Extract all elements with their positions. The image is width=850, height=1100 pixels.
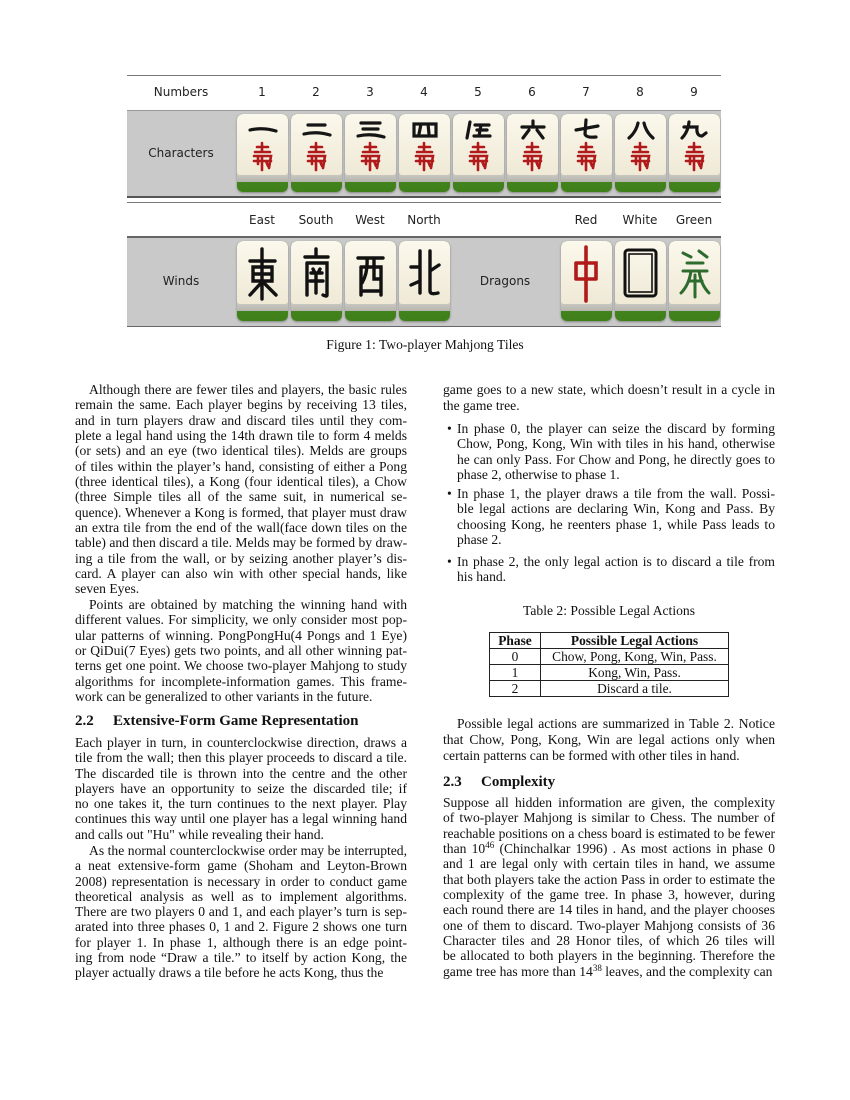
text-line: ble legal actions are declaring Win, Kong and Pass. By [457,501,775,517]
paragraph-basic-rules [75,382,407,597]
wind-label: South [298,213,334,227]
text-line: the game tree. [443,397,520,413]
text-line: phase 2, otherwise to phase 1. [457,467,620,483]
text-line: different values. For simplicity, we only consider most pop- [75,612,407,628]
paragraph-complexity [443,795,775,979]
paragraph-turn-order [75,735,407,842]
figure-top-rule [127,75,721,76]
text-line: terns get one point. We choose two-player Mahjong to study [75,658,407,674]
character-tile-4 [399,114,450,192]
header-phase: Phase [490,633,541,649]
winds-row-label: Winds [162,274,200,288]
text-line: Possible legal actions are summarized in Table 2. Notice [457,716,775,731]
text-line: players have an opportunity to seize the discarded tile; if [75,780,407,796]
table-row [490,681,729,697]
text-line: As the normal counterclockwise order may be interrupted, [89,843,407,858]
text-line: tile from the wall; then this player proceeds to discard a tile. [75,750,407,766]
text-line: for player 1. In phase 1, although there is an edge point- [75,934,407,950]
text-line: In phase 1, the player draws a tile from the wall. Possi- [457,486,775,501]
wind-label: East [249,213,275,227]
dragon-tile-white [615,241,666,321]
character-tile-3 [345,114,396,192]
wind-tile-east [237,241,288,321]
text-line: certain patterns can be formed with other tiles in hand. [443,748,740,763]
characters-row-label: Characters [148,146,214,160]
text-fragment: than 10 [443,841,486,857]
text-fragment: leaves, and the complexity can [601,963,773,979]
table-caption: Table 2: Possible Legal Actions [523,603,695,618]
character-tile-6 [507,114,558,192]
text-line [443,964,775,979]
dragon-tile-green [669,241,720,321]
number-label: 3 [366,85,374,99]
number-label: 5 [474,85,482,99]
figure-double-rule-top [127,196,721,198]
text-line: (three Simple tiles all of the same suit, in numerical se- [75,489,407,505]
text-line: plete a legal hand using the 14th drawn tile to form 4 melds [75,428,407,444]
text-line: one of them to discard. Two-player Mahjong consists of 36 [443,917,775,933]
text-line: of two-player Mahjong is similar to Chess. The number of [443,810,775,826]
character-tile-8 [615,114,666,192]
text-line: be allocated to both players in the beginning. Therefore the [443,948,775,964]
legal-actions-table [489,632,729,697]
text-line: quence). Whenever a Kong is formed, that player must draw [75,504,407,520]
text-line: Points are obtained by matching the winning hand with [89,597,407,612]
character-tile-1 [237,114,288,192]
section-number: 2.2 [75,713,94,729]
dragon-label: Green [675,213,713,227]
number-label: 9 [690,85,698,99]
text-line: complexity of the game tree. In phase 3, however, during [443,887,775,903]
paragraph-game-state [443,382,775,414]
text-line: Although there are fewer tiles and players, the basic rules [89,382,407,397]
dragon-tile-red [561,241,612,321]
text-line: remain the same. Each player begins by receiving 13 tiles, [75,397,407,413]
section-title: Complexity [481,774,556,790]
wind-tile-north [399,241,450,321]
paragraph-legal-summary [443,716,775,764]
wind-tile-west [345,241,396,321]
text-line: In phase 2, the only legal action is to discard a tile from [457,554,775,569]
text-line: or QiDui(7 Eyes) gets two points, and all other winning pat- [75,643,407,659]
header-actions: Possible Legal Actions [541,633,729,649]
text-line: card. A player can also win with other special hands, like [75,566,407,582]
character-tile-9 [669,114,720,192]
cell-phase: 1 [490,665,541,681]
superscript-exponent: 46 [485,840,495,851]
text-fragment: game tree has more than 14 [443,963,593,979]
text-line: game goes to a new state, which doesn’t result in a cycle in [443,382,775,397]
text-line: theoretical analysis as well as to implement algorithms. [75,888,407,904]
text-line: continues this way until one player has a legal winning hand [75,811,407,827]
bullet-marker: • [447,554,452,569]
text-line: choosing Kong, he reenters phase 1, while Pass leads to [457,516,775,532]
section-title: Extensive-Form Game Representation [113,713,359,729]
text-line: of tiles within the player’s hand, consisting of either a Pong [75,458,407,474]
number-label: 2 [312,85,320,99]
text-line: phase 2. [457,532,502,548]
text-line: that Chow, Pong, Kong, Win are legal actions only when [443,732,775,747]
text-line: Each player in turn, in counterclockwise direction, draws a [75,735,407,750]
text-line: ing from node “Draw a tile.” to itself by action Kong, the [75,950,407,966]
text-line: Character tiles and 28 Honor tiles, of which 26 tiles will [443,933,775,949]
cell-phase: 2 [490,681,541,697]
text-line: he can only Pass. For Chow and Pong, he directly goes to [457,451,775,467]
table-header-row [490,633,729,649]
number-label: 4 [420,85,428,99]
paragraph-extensive-form [75,843,407,981]
text-line: The discarded tile is thrown into the centre and the other [75,765,407,781]
character-tile-2 [291,114,342,192]
number-label: 7 [582,85,590,99]
figure-double-rule-bottom [127,202,721,203]
wind-tile-south [291,241,342,321]
table-row [490,665,729,681]
cell-phase: 0 [490,649,541,665]
text-line: (three identical tiles), a Kong (four identical tiles), a Chow [75,474,407,490]
superscript-exponent: 38 [592,962,602,973]
number-label: 1 [258,85,266,99]
cell-actions: Discard a tile. [541,681,729,697]
section-number: 2.3 [443,774,462,790]
bullet-marker: • [447,421,452,436]
section-heading-2-2 [75,713,359,730]
dragon-label: Red [574,213,598,227]
bullet-text [457,421,775,483]
text-line: Suppose all hidden information are given, the complexity [443,795,775,810]
text-line: In phase 0, the player can seize the discard by forming [457,421,775,436]
bullet-text [457,554,775,585]
text-line: work can be generalized to other variants in the future. [75,689,373,705]
section-heading-2-3 [443,774,555,791]
paragraph-points [75,597,407,704]
text-line: There are two players 0 and 1, and each player’s turn is sep- [75,904,407,920]
text-line: (or sets) and an eye (two identical tiles). Melds are groups [75,443,407,459]
figure-caption: Figure 1: Two-player Mahjong Tiles [326,337,524,352]
text-line [443,841,775,856]
character-tile-7 [561,114,612,192]
text-line: 2008) representation is necessary in order to conduct game [75,873,407,889]
number-label: 6 [528,85,536,99]
dragons-row-label: Dragons [479,274,531,288]
cell-actions: Chow, Pong, Kong, Win, Pass. [541,649,729,665]
text-fragment: (Chinchalkar 1996) . As most actions in phase 0 [494,841,775,857]
text-line: and calls out "Hu" while revealing their hand. [75,826,324,842]
text-line: reachable positions on a chess board is estimated to be fewer [443,825,775,841]
text-line: his hand. [457,569,507,585]
cell-actions: Kong, Win, Pass. [541,665,729,681]
bullet-marker: • [447,486,452,501]
text-line: ular patterns of winning. PongPongHu(4 Pongs and 1 Eye) [75,627,407,643]
text-line: each round there are 14 tiles in hand, and the player chooses [443,902,775,918]
text-line: a neat extensive-form game (Shoham and Leyton-Brown [75,858,407,874]
wind-label: North [407,213,441,227]
text-line: and 1 are legal only with certain tiles in hand, we assume [443,856,775,872]
text-line: an extra tile from the end of the wall(face down tiles on the [75,520,407,536]
text-line: Chow, Pong, Kong, Win with tiles in his hand, otherwise [457,436,775,452]
text-line: that both players take the action Pass in order to estimate the [443,871,775,887]
dragon-label: White [622,213,658,227]
text-line: and in turn players draw and discard tiles until they com- [75,412,407,428]
wind-label: West [355,213,385,227]
numbers-row-label: Numbers [153,85,209,99]
text-line: seven Eyes. [75,581,140,597]
text-line: player actually draws a tile before he acts Kong, thus the [75,965,384,981]
text-line: table) and then discard a tile. Melds may be formed by draw- [75,535,408,551]
bullet-text [457,486,775,548]
text-line: ing a tile from the wall, or by seizing another player’s dis- [75,550,407,566]
text-line: algorithms for incomplete-information games. This frame- [75,673,407,689]
table-row [490,649,729,665]
number-label: 8 [636,85,644,99]
text-line: arated into three phases 0, 1 and 2. Figure 2 shows one turn [75,919,407,935]
character-tile-5 [453,114,504,192]
text-line: no one takes it, the turn continues to the next player. Play [75,796,407,812]
